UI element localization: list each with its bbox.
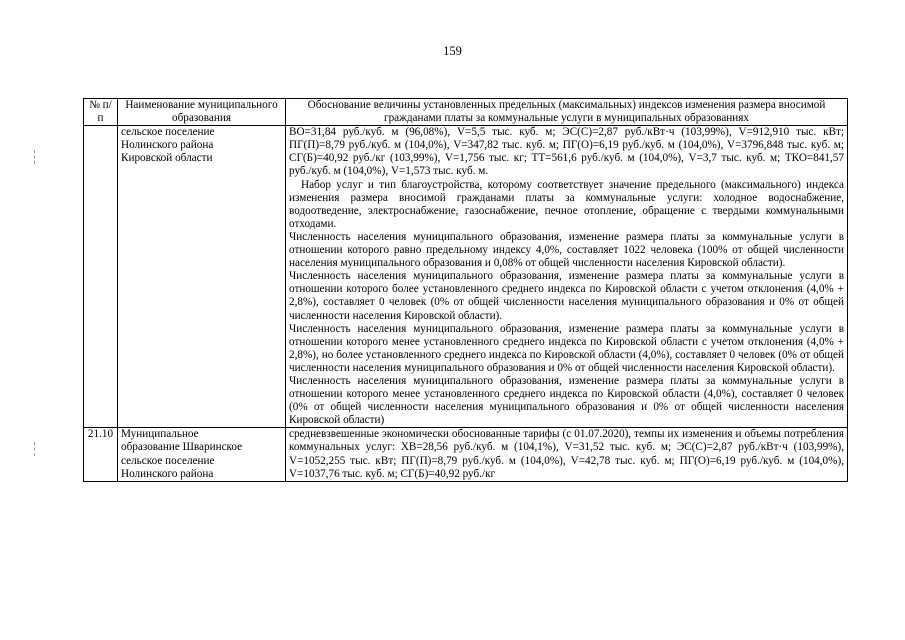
- services-paragraph: Набор услуг и тип благоустройства, которому соответствует значение предельного (максимального) индекса изменения размера вносимой гражданами платы за коммунальные услуги: холодное водоснабжение, водоотведение, электроснабжение, газоснабжение, печное отопление, обращение с твердыми коммунальными отходами.: [289, 178, 844, 230]
- population-between-paragraph: Численность населения муниципального образования, изменение размера платы за коммунальные услуги в отношении которого менее установленного среднего индекса по Кировской области с учетом отклонения (4,0% + 2,8%), но более установленного среднего индекса по Кировской области (4,0%), составляет 0 человек (0% от общей численности населения муниципального образования и 0% от общей численности населения Кировской области).: [289, 322, 844, 374]
- tariffs-paragraph: ВО=31,84 руб./куб. м (96,08%), V=5,5 тыс. куб. м; ЭС(С)=2,87 руб./кВт·ч (103,99%), V=912,910 тыс. кВт; ПГ(П)=8,79 руб./куб. м (104,0%), V=347,82 тыс. куб. м; ПГ(О)=6,19 руб./куб. м (104,0%), V=3796,848 тыс. куб. м; СГ(Б)=40,92 руб./кг (103,99%), V=1,756 тыс. кг; ТТ=561,6 руб./куб. м (104,0%), V=3,7 тыс. куб. м; ТКО=841,57 руб./куб. м (104,0%), V=1,573 тыс. куб. м.: [289, 126, 844, 178]
- name-line: Нолинского района: [121, 139, 214, 152]
- tariffs-paragraph: средневзвешенные экономически обоснованные тарифы (с 01.07.2020), темпы их изменения и объемы потребления коммунальных услуг: ХВ=28,56 руб./куб. м (104,1%), V=31,52 тыс. куб. м; ЭС(С)=2,87 руб./кВт·ч (103,99%), V=1052,255 тыс. кВт; ПГ(П)=8,79 руб./куб. м (104,0%), V=42,78 тыс. куб. м; ПГ(О)=6,19 руб./куб. м (104,0%), V=1037,76 тыс. куб. м; СГ(Б)=40,92 руб./кг: [289, 428, 844, 480]
- population-equal-paragraph: Численность населения муниципального образования, изменение размера платы за коммунальные услуги в отношении которого равно предельному индексу 4,0%, составляет 1022 человека (100% от общей численности населения муниципального образования и 0,08% от общей численности населения Кировской области).: [289, 230, 844, 270]
- header-municipality-name: Наименование муниципального образования: [118, 99, 286, 126]
- name-line: образование Шваринское: [121, 441, 243, 454]
- row-number: [84, 126, 118, 428]
- tariff-table: [83, 98, 848, 482]
- municipality-name: [118, 126, 286, 428]
- page-number: 159: [443, 44, 462, 58]
- name-line: сельское поселение: [121, 126, 215, 139]
- name-line: Муниципальное: [121, 428, 199, 441]
- table-row: [84, 126, 848, 428]
- name-line: сельское поселение: [121, 454, 215, 467]
- table-header-row: [84, 99, 848, 126]
- municipality-name: [118, 428, 286, 481]
- name-line: Нолинского района: [121, 467, 214, 480]
- header-num: № п/п: [84, 99, 118, 126]
- justification-text: [286, 428, 848, 481]
- name-line: Кировской области: [121, 152, 213, 165]
- population-above-paragraph: Численность населения муниципального образования, изменение размера платы за коммунальные услуги в отношении которого более установленного среднего индекса по Кировской области с учетом отклонения (4,0% + 2,8%), составляет 0 человек (0% от общей численности населения муниципального образования и 0% от общей численности населения Кировской области).: [289, 270, 844, 322]
- population-below-paragraph: Численность населения муниципального образования, изменение размера платы за коммунальные услуги в отношении которого менее установленного среднего индекса по Кировской области (4,0%), составляет 0 человек (0% от общей численности населения муниципального образования и 0% от общей численности населения Кировской области): [289, 374, 844, 427]
- margin-mark-top: [34, 150, 35, 164]
- table-row: [84, 428, 848, 481]
- margin-mark-bottom: [34, 442, 35, 456]
- row-number: 21.10: [84, 428, 118, 481]
- header-justification: Обоснование величины установленных предельных (максимальных) индексов изменения размера вносимой гражданами платы за коммунальные услуги в муниципальных образованиях: [286, 99, 848, 126]
- justification-text: [286, 126, 848, 428]
